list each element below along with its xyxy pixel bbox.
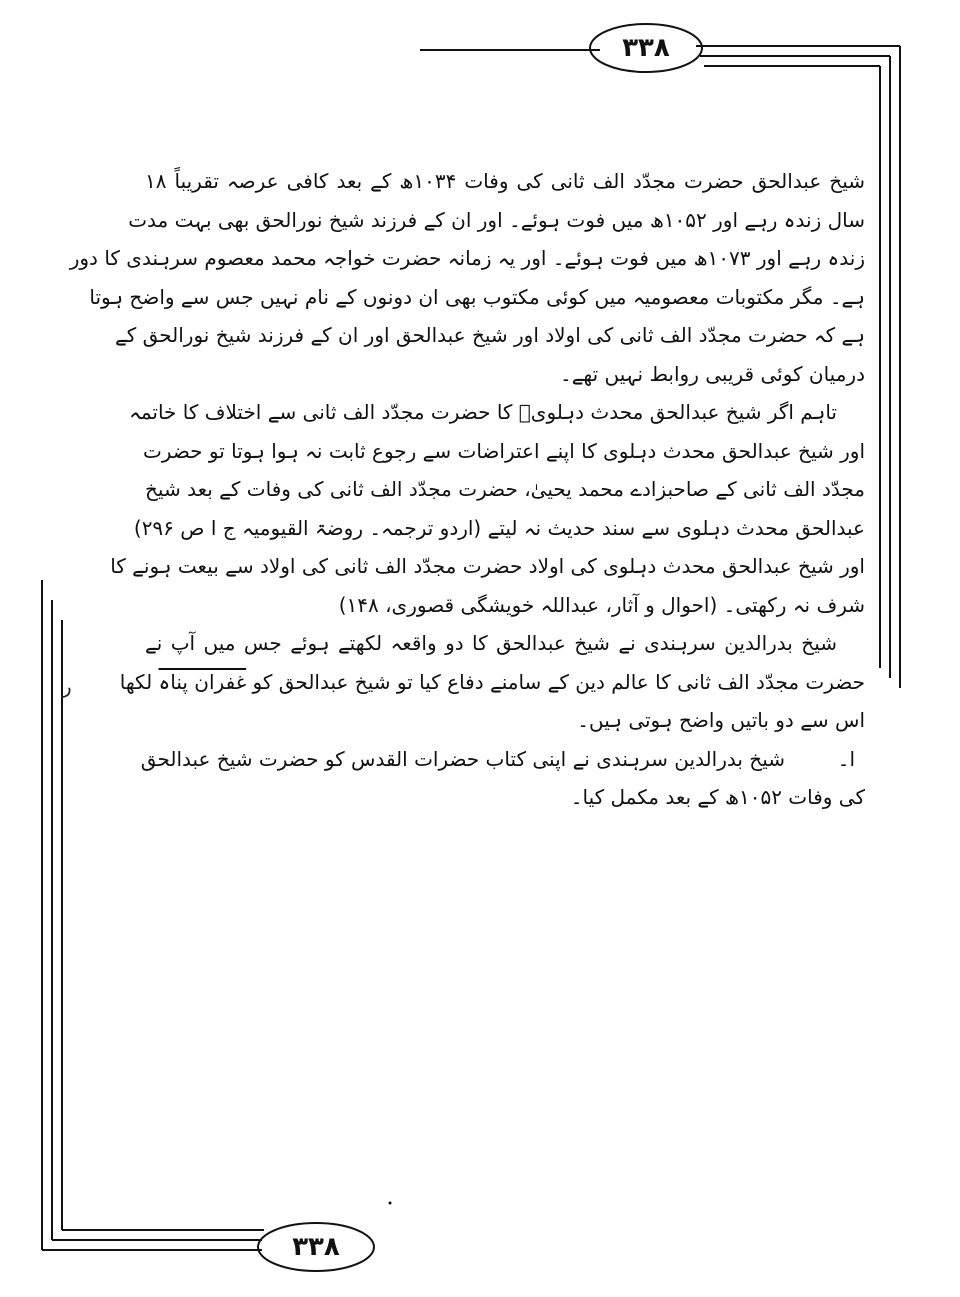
- text-line: درمیان کوئی قریبی روابط نہیں تھے۔: [559, 361, 865, 386]
- margin-mark: ر: [62, 674, 72, 698]
- text-line: ہے کہ حضرت مجدّد الف ثانی کی اولاد اور شیخ عبدالحق اور ان کے فرزند شیخ نورالحق کے: [114, 323, 865, 347]
- text-line: تاہم اگر شیخ عبدالحق محدث دہلویؒ کا حضرت مجدّد الف ثانی سے اختلاف کا خاتمہ: [129, 400, 837, 424]
- text-line: سال زندہ رہے اور ۱۰۵۲ھ میں فوت ہوئے۔ اور ان کے فرزند شیخ نورالحق بھی بہت مدت: [128, 207, 865, 232]
- paragraph-2: [110, 393, 865, 624]
- text-line: ہے۔ مگر مکتوبات معصومیہ میں کوئی مکتوب بھی ان دونوں کے نام نہیں جس سے واضح ہوتا: [89, 284, 865, 309]
- list-marker: ا۔: [837, 746, 855, 771]
- paragraph-1: [69, 162, 865, 393]
- text-segment: حضرت مجدّد الف ثانی کا عالم دین کے سامنے دفاع کیا تو شیخ عبدالحق کو: [252, 669, 865, 694]
- page-number-bottom: ۳۳۸: [292, 1232, 340, 1262]
- overlined-phrase: غفران پناہ: [158, 669, 247, 694]
- text-line: عبدالحق محدث دہلوی سے سند حدیث نہ لیتے (اردو ترجمہ۔ روضۃ القیومیہ ج ا ص ۲۹۶): [133, 515, 865, 540]
- text-segment: لکھا: [119, 669, 153, 694]
- text-line: اور شیخ عبدالحق محدث دہلوی کی اولاد حضرت مجدّد الف ثانی کی اولاد سے بیعت ہونے کا: [110, 554, 865, 578]
- page-number-top: ۳۳۸: [622, 33, 670, 63]
- paragraph-3: [119, 624, 865, 740]
- text-line: اس سے دو باتیں واضح ہوتی ہیں۔: [577, 708, 865, 732]
- list-item-1: [140, 740, 865, 817]
- text-line: شیخ عبدالحق حضرت مجدّد الف ثانی کی وفات ۱۰۳۴ھ کے بعد کافی عرصہ تقریباً ۱۸: [145, 169, 865, 193]
- text-line: مجدّد الف ثانی کے صاحبزادے محمد یحییٰ، حضرت مجدّد الف ثانی کی وفات کے بعد شیخ: [145, 477, 865, 501]
- text-line: شیخ بدرالدین سرہندی نے شیخ عبدالحق کا دو واقعہ لکھتے ہوئے جس میں آپ نے: [145, 631, 837, 655]
- text-line: [119, 663, 865, 702]
- text-line: شرف نہ رکھتی۔ (احوال و آثار، عبداللہ خویشگی قصوری، ۱۴۸): [338, 592, 865, 617]
- text-line: زندہ رہے اور ۱۰۷۳ھ میں فوت ہوئے۔ اور یہ زمانہ حضرت خواجہ محمد معصوم سرہندی کا دور: [69, 246, 865, 270]
- text-line: کی وفات ۱۰۵۲ھ کے بعد مکمل کیا۔: [570, 785, 865, 809]
- text-line: اور شیخ عبدالحق محدث دہلوی کا اپنے اعتراضات سے رجوع ثابت نہ ہوا ہوتا تو حضرت: [142, 438, 865, 463]
- body-text: [69, 162, 865, 817]
- list-row: [140, 740, 865, 779]
- text-line: شیخ بدرالدین سرہندی نے اپنی کتاب حضرات القدس کو حضرت شیخ عبدالحق: [140, 746, 785, 771]
